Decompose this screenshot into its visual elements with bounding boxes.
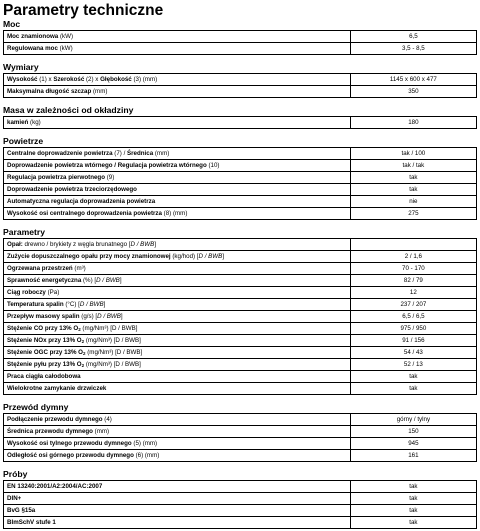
spec-label: Maksymalna długość szczap (mm) [4, 86, 351, 98]
spec-value: 1145 x 600 x 477 [350, 74, 476, 86]
spec-label: BImSchV stufe 1 [4, 517, 351, 529]
spec-row [4, 438, 477, 450]
spec-label: Wysokość osi tylnego przewodu dymnego (5) (mm) [4, 438, 351, 450]
spec-label: Odległość osi górnego przewodu dymnego (6) (mm) [4, 450, 351, 462]
spec-value: 275 [350, 208, 476, 220]
spec-value: tak / 100 [350, 148, 476, 160]
spec-row [4, 208, 477, 220]
section-heading: Parametry [3, 227, 46, 237]
spec-row [4, 287, 477, 299]
spec-value: 52 / 13 [350, 359, 476, 371]
spec-label: Stężenie CO przy 13% $O_2$ (mg/Nm³) [D / BWB] [4, 323, 351, 335]
spec-table [3, 116, 477, 129]
spec-row [4, 505, 477, 517]
spec-table [3, 238, 477, 395]
spec-label: Praca ciągła całodobowa [4, 371, 351, 383]
spec-row [4, 311, 477, 323]
spec-label: Wysokość (1) x Szerokość (2) x Głębokość (3) (mm) [4, 74, 351, 86]
spec-value [350, 239, 476, 251]
spec-value: 180 [350, 117, 476, 129]
section-gap [3, 462, 477, 469]
spec-value: tak [350, 172, 476, 184]
spec-label: Stężenie NOx przy 13% $O_2$ (mg/Nm³) [D / BWB] [4, 335, 351, 347]
page-title: Parametry techniczne [3, 2, 164, 19]
spec-row [4, 148, 477, 160]
spec-label: Wielokrotne zamykanie drzwiczek [4, 383, 351, 395]
spec-row [4, 450, 477, 462]
spec-value: tak [350, 493, 476, 505]
spec-row [4, 74, 477, 86]
spec-value: tak [350, 481, 476, 493]
spec-value: 54 / 43 [350, 347, 476, 359]
section-heading: Powietrze [3, 136, 44, 146]
spec-value: tak [350, 184, 476, 196]
section-heading: Próby [3, 469, 28, 479]
spec-value: nie [350, 196, 476, 208]
section-gap [3, 395, 477, 402]
spec-row [4, 383, 477, 395]
spec-value: 82 / 79 [350, 275, 476, 287]
section-heading: Masa w zależności od okładziny [3, 105, 134, 115]
section-heading: Przewód dymny [3, 402, 69, 412]
spec-label: Stężenie OGC przy 13% $O_2$ (mg/Nm³) [D / BWB] [4, 347, 351, 359]
spec-table [3, 73, 477, 98]
spec-label: Doprowadzenie powietrza wtórnego / Regulacja powietrza wtórnego (10) [4, 160, 351, 172]
spec-label: Zużycie dopuszczalnego opału przy mocy znamionowej (kg/hod) [D / BWB] [4, 251, 351, 263]
spec-value: tak [350, 371, 476, 383]
spec-value: 350 [350, 86, 476, 98]
spec-label: Regulacja powietrza pierwotnego (9) [4, 172, 351, 184]
spec-label: Moc znamionowa (kW) [4, 31, 351, 43]
spec-table [3, 147, 477, 220]
spec-row [4, 251, 477, 263]
spec-label: Średnica przewodu dymnego (mm) [4, 426, 351, 438]
spec-row [4, 117, 477, 129]
spec-table [3, 30, 477, 55]
spec-label: Stężenie pyłu przy 13% $O_2$ (mg/Nm³) [D / BWB] [4, 359, 351, 371]
spec-label: Doprowadzenie powietrza trzeciorzędowego [4, 184, 351, 196]
spec-value: 6,5 / 6,5 [350, 311, 476, 323]
spec-value: 12 [350, 287, 476, 299]
spec-row [4, 275, 477, 287]
spec-row [4, 263, 477, 275]
spec-value: tak / tak [350, 160, 476, 172]
spec-row [4, 426, 477, 438]
spec-row [4, 481, 477, 493]
spec-value: 70 - 170 [350, 263, 476, 275]
section-gap [3, 129, 477, 136]
spec-value: 975 / 950 [350, 323, 476, 335]
spec-label: Regulowana moc (kW) [4, 43, 351, 55]
spec-row [4, 371, 477, 383]
spec-row [4, 347, 477, 359]
spec-value: 945 [350, 438, 476, 450]
spec-label: Automatyczna regulacja doprowadzenia powietrza [4, 196, 351, 208]
spec-row [4, 184, 477, 196]
spec-label: Wysokość osi centralnego doprowadzenia powietrza (8) (mm) [4, 208, 351, 220]
spec-value: 2 / 1,6 [350, 251, 476, 263]
spec-table [3, 413, 477, 462]
spec-value: 3,5 - 8,5 [350, 43, 476, 55]
section-gap [3, 220, 477, 227]
spec-label: BvG §15a [4, 505, 351, 517]
spec-row [4, 517, 477, 529]
section-gap [3, 55, 477, 62]
spec-row [4, 359, 477, 371]
spec-label: Przepływ masowy spalin (g/s) [D / BWB] [4, 311, 351, 323]
spec-sections [3, 19, 477, 529]
spec-value: 161 [350, 450, 476, 462]
spec-label: DIN+ [4, 493, 351, 505]
spec-row [4, 414, 477, 426]
section-heading: Moc [3, 19, 21, 29]
spec-value: tak [350, 383, 476, 395]
section-heading: Wymiary [3, 62, 39, 72]
spec-value: 91 / 156 [350, 335, 476, 347]
spec-value: tak [350, 517, 476, 529]
spec-label: kamień (kg) [4, 117, 351, 129]
spec-row [4, 172, 477, 184]
spec-row [4, 160, 477, 172]
spec-row [4, 335, 477, 347]
spec-table [3, 480, 477, 529]
spec-label: Temperatura spalin (°C) [D / BWB] [4, 299, 351, 311]
spec-value: 237 / 207 [350, 299, 476, 311]
spec-label: Opał: drewno / brykiety z węgla brunatnego [D / BWB] [4, 239, 351, 251]
spec-row [4, 323, 477, 335]
section-gap [3, 98, 477, 105]
spec-label: Ciąg roboczy (Pa) [4, 287, 351, 299]
spec-label: Ogrzewana przestrzeń (m³) [4, 263, 351, 275]
spec-value: górny / tylny [350, 414, 476, 426]
spec-row [4, 86, 477, 98]
spec-label: Centralne doprowadzenie powietrza (7) / Średnica (mm) [4, 148, 351, 160]
spec-row [4, 43, 477, 55]
spec-value: 150 [350, 426, 476, 438]
spec-value: tak [350, 505, 476, 517]
spec-label: Sprawność energetyczna (%) [D / BWB] [4, 275, 351, 287]
spec-label: Podłączenie przewodu dymnego (4) [4, 414, 351, 426]
spec-value: 6,5 [350, 31, 476, 43]
spec-row [4, 31, 477, 43]
spec-label: EN 13240:2001/A2:2004/AC:2007 [4, 481, 351, 493]
spec-row [4, 239, 477, 251]
spec-row [4, 493, 477, 505]
spec-page [3, 0, 477, 529]
spec-row [4, 196, 477, 208]
spec-row [4, 299, 477, 311]
